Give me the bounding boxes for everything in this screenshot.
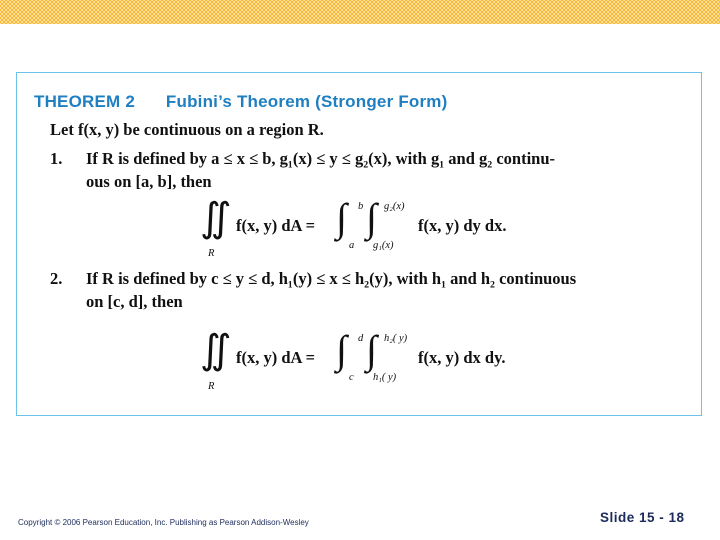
item2-lower-outer: c <box>349 372 354 383</box>
item1-condition-line2: ous on [a, b], then <box>86 172 212 191</box>
inner-integral-sign-2: ∫ <box>366 327 377 372</box>
item2-condition-line1: If R is defined by c ≤ y ≤ d, h₁(y) ≤ x ≤ h₂(y), with h₁ and h₂ continuous <box>86 269 577 288</box>
double-integral-sign-1: ∬ <box>200 195 232 240</box>
slide-number: Slide 15 - 18 <box>600 510 685 525</box>
item1-lhs: f(x, y) dA = <box>236 216 316 235</box>
item1-lower-inner: g₁(x) <box>373 240 394 251</box>
copyright-notice: Copyright © 2006 Pearson Education, Inc. Publishing as Pearson Addison-Wesley <box>18 518 309 527</box>
item2-region-label: R <box>208 381 215 392</box>
theorem-name: Fubini’s Theorem (Stronger Form) <box>165 92 448 111</box>
item2-condition-line2: on [c, d], then <box>86 292 183 311</box>
theorem-label: THEOREM 2 <box>34 92 135 111</box>
item1-upper-inner: g₂(x) <box>384 201 405 212</box>
item2-lhs: f(x, y) dA = <box>236 348 316 367</box>
item1-condition-line1: If R is defined by a ≤ x ≤ b, g₁(x) ≤ y ≤ g₂(x), with g₁ and g₂ continu- <box>86 149 556 168</box>
double-integral-sign-2: ∬ <box>200 327 232 372</box>
item2-upper-inner: h₂( y) <box>384 333 408 344</box>
outer-integral-sign-2: ∫ <box>336 327 347 372</box>
theorem-heading <box>34 92 447 112</box>
item1-rhs: f(x, y) dy dx. <box>418 216 507 235</box>
item2-upper-outer: d <box>358 333 364 344</box>
item1-lower-outer: a <box>349 240 355 251</box>
theorem-intro: Let f(x, y) be continuous on a region R. <box>50 120 324 139</box>
item1-region-label: R <box>208 248 215 259</box>
item1-number: 1. <box>50 149 63 168</box>
item2-number: 2. <box>50 269 63 288</box>
outer-integral-sign-1: ∫ <box>336 195 347 240</box>
inner-integral-sign-1: ∫ <box>366 195 377 240</box>
decorative-top-band <box>0 0 720 24</box>
item2-rhs: f(x, y) dx dy. <box>418 348 506 367</box>
item2-lower-inner: h₁( y) <box>373 372 397 383</box>
item1-upper-outer: b <box>358 201 364 212</box>
